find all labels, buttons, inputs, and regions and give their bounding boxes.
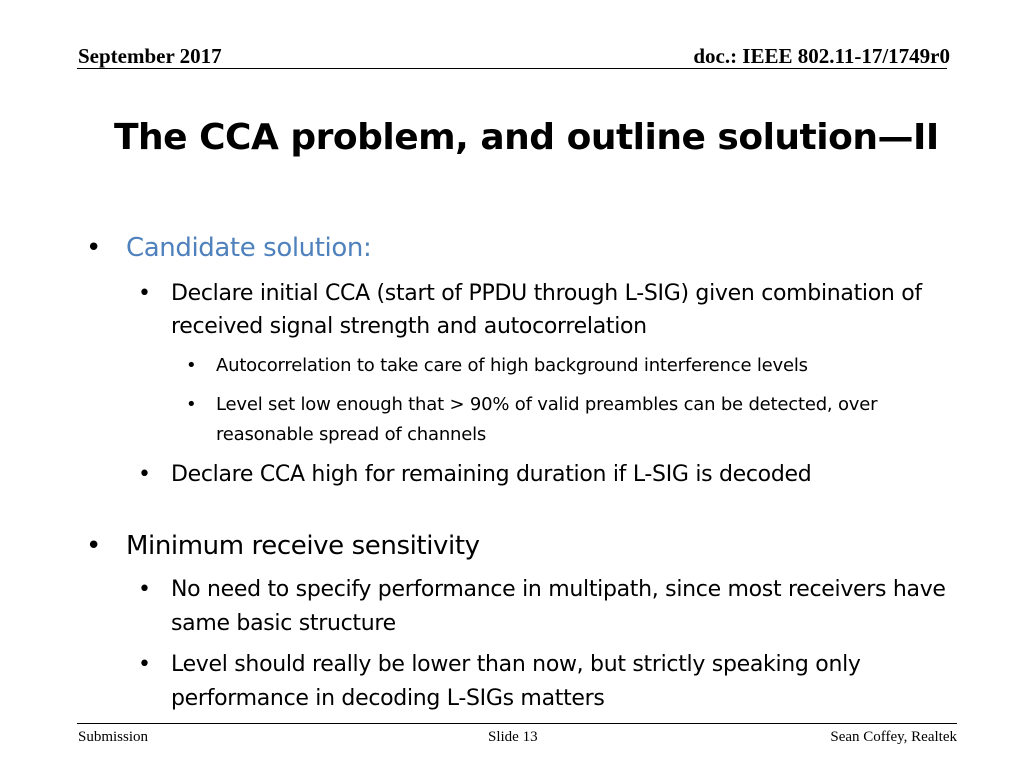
header-doc-id: doc.: IEEE 802.11-17/1749r0 (693, 44, 950, 68)
footer-slide-number: Slide 13 (488, 729, 538, 745)
footer-divider (77, 723, 957, 724)
list-item-line: No need to specify performance in multipath, since most receivers have (171, 577, 946, 602)
list-item-line: performance in decoding L-SIGs matters (171, 686, 605, 711)
bullet-icon: • (186, 394, 197, 415)
bullet-icon: • (186, 355, 197, 376)
bullet-icon: • (138, 652, 151, 677)
bullet-icon: • (86, 531, 101, 561)
header-date: September 2017 (78, 44, 222, 68)
bullet-icon: • (138, 577, 151, 602)
slide-title: The CCA problem, and outline solution—II (114, 117, 939, 158)
bullet-icon: • (138, 281, 151, 306)
sub-list-item-line: Autocorrelation to take care of high background interference levels (216, 355, 808, 376)
section-heading-minimum-receive-sensitivity: Minimum receive sensitivity (126, 531, 480, 561)
list-item-line: same basic structure (171, 611, 396, 636)
list-item-line: Declare CCA high for remaining duration if L-SIG is decoded (171, 462, 812, 487)
footer-author: Sean Coffey, Realtek (830, 729, 957, 745)
list-item-line: Declare initial CCA (start of PPDU through L-SIG) given combination of (171, 281, 922, 306)
list-item-line: Level should really be lower than now, but strictly speaking only (171, 652, 861, 677)
sub-list-item-line: Level set low enough that > 90% of valid preambles can be detected, over (216, 394, 878, 415)
section-heading-candidate-solution: Candidate solution: (126, 233, 372, 263)
list-item-line: received signal strength and autocorrelation (171, 314, 647, 339)
sub-list-item-line: reasonable spread of channels (216, 424, 487, 445)
bullet-icon: • (86, 233, 101, 263)
footer-submission: Submission (78, 729, 149, 745)
bullet-icon: • (138, 462, 151, 487)
